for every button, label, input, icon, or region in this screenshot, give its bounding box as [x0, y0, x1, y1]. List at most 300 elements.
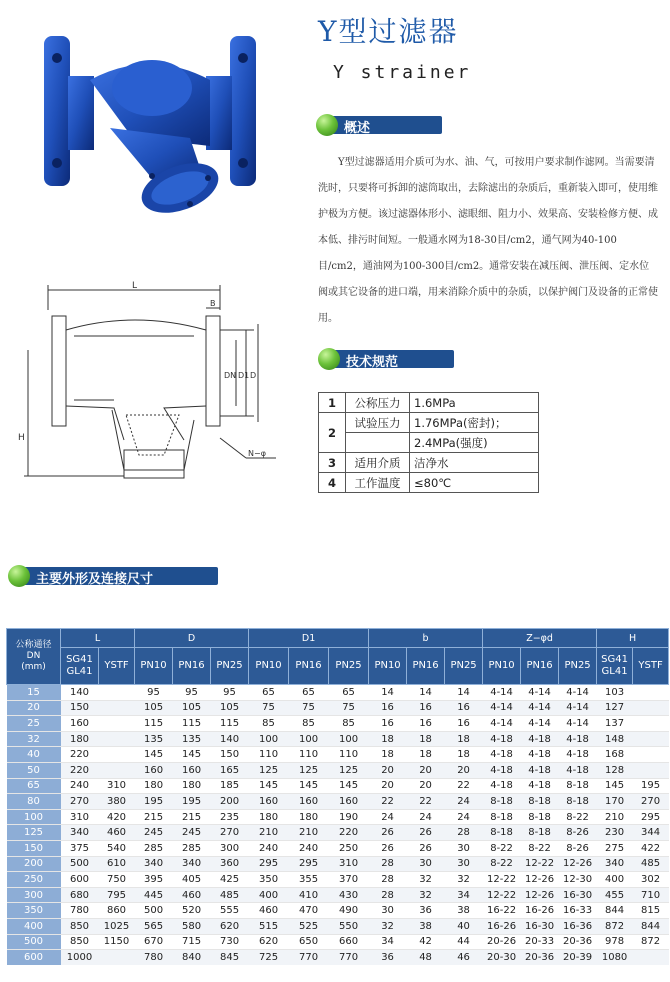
dims-heading-bar	[8, 565, 218, 585]
table-cell: 555	[211, 903, 249, 919]
table-cell: 580	[173, 918, 211, 934]
spec-row	[319, 413, 539, 433]
table-cell: 110	[329, 747, 369, 763]
table-cell: 65	[249, 685, 289, 701]
table-cell	[633, 731, 669, 747]
table-cell: 38	[445, 903, 483, 919]
table-cell: 844	[597, 903, 633, 919]
table-cell: 715	[173, 934, 211, 950]
table-cell: 730	[211, 934, 249, 950]
table-cell: 840	[173, 950, 211, 965]
table-cell: 780	[135, 950, 173, 965]
dn-cell: 350	[7, 903, 61, 919]
tech-heading: 技术规范	[346, 355, 399, 370]
table-row	[7, 731, 669, 747]
table-cell: 125	[249, 762, 289, 778]
spec-row	[319, 453, 539, 473]
dim-label-L: L	[132, 281, 138, 291]
table-cell: 360	[211, 856, 249, 872]
table-cell: 425	[211, 872, 249, 888]
spec-value: ≤80℃	[410, 473, 539, 493]
table-cell: 210	[289, 825, 329, 841]
dn-cell: 400	[7, 918, 61, 934]
table-cell: 4-14	[521, 685, 559, 701]
dn-cell: 40	[7, 747, 61, 763]
page-title: Y型过滤器	[318, 15, 459, 48]
table-cell: 872	[633, 934, 669, 950]
table-row	[7, 762, 669, 778]
table-cell: 16	[407, 716, 445, 732]
table-cell: 4-18	[559, 731, 597, 747]
table-cell: 8-22	[483, 840, 521, 856]
table-row	[7, 840, 669, 856]
table-cell	[99, 762, 135, 778]
table-row	[7, 856, 669, 872]
tech-heading-bar	[318, 348, 454, 368]
table-cell: 85	[329, 716, 369, 732]
table-cell: 8-26	[559, 840, 597, 856]
table-cell: 128	[597, 762, 633, 778]
table-cell	[99, 716, 135, 732]
spec-table	[318, 392, 539, 493]
table-cell: 20	[445, 762, 483, 778]
table-cell	[633, 685, 669, 701]
table-cell: 250	[329, 840, 369, 856]
table-cell: 405	[173, 872, 211, 888]
dim-label-D1: D1	[238, 371, 250, 380]
col-header-dn: 公称通径 DN (mm)	[7, 629, 61, 685]
table-cell: 20-36	[559, 934, 597, 950]
sub-header: PN10	[483, 648, 521, 685]
table-cell: 400	[249, 887, 289, 903]
table-cell: 20-33	[521, 934, 559, 950]
bullet-ball-icon	[316, 114, 338, 136]
table-cell: 85	[289, 716, 329, 732]
table-cell: 28	[369, 856, 407, 872]
table-cell: 18	[407, 731, 445, 747]
table-cell: 195	[135, 794, 173, 810]
table-cell: 500	[61, 856, 99, 872]
table-cell: 395	[135, 872, 173, 888]
table-cell: 4-18	[521, 778, 559, 794]
table-row	[7, 685, 669, 701]
table-cell: 4-14	[559, 700, 597, 716]
table-cell: 180	[249, 809, 289, 825]
table-cell	[633, 700, 669, 716]
table-cell	[633, 716, 669, 732]
table-cell: 195	[633, 778, 669, 794]
table-cell: 145	[249, 778, 289, 794]
table-row	[7, 872, 669, 888]
table-cell: 18	[445, 731, 483, 747]
table-cell: 20-36	[521, 950, 559, 965]
table-cell: 220	[329, 825, 369, 841]
table-cell: 85	[249, 716, 289, 732]
table-cell: 340	[135, 856, 173, 872]
sub-header: YSTF	[99, 648, 135, 685]
table-cell: 770	[289, 950, 329, 965]
dn-cell: 80	[7, 794, 61, 810]
table-cell: 815	[633, 903, 669, 919]
table-cell: 200	[211, 794, 249, 810]
table-cell	[633, 762, 669, 778]
table-cell: 127	[597, 700, 633, 716]
dn-cell: 300	[7, 887, 61, 903]
spec-value: 洁净水	[410, 453, 539, 473]
sub-header: PN16	[521, 648, 559, 685]
table-cell: 4-18	[559, 747, 597, 763]
table-cell: 34	[369, 934, 407, 950]
table-cell: 295	[289, 856, 329, 872]
table-cell: 860	[99, 903, 135, 919]
table-cell: 795	[99, 887, 135, 903]
table-cell: 18	[369, 731, 407, 747]
table-cell: 100	[329, 731, 369, 747]
table-cell: 20	[369, 762, 407, 778]
product-photo	[40, 28, 260, 228]
table-cell: 145	[289, 778, 329, 794]
table-cell: 300	[211, 840, 249, 856]
table-cell: 36	[407, 903, 445, 919]
table-cell: 422	[633, 840, 669, 856]
spec-value: 2.4MPa(强度)	[410, 433, 539, 453]
table-cell: 12-22	[483, 872, 521, 888]
table-cell: 28	[369, 872, 407, 888]
table-cell: 115	[211, 716, 249, 732]
table-cell: 490	[329, 903, 369, 919]
table-cell: 270	[211, 825, 249, 841]
table-cell: 4-14	[483, 700, 521, 716]
spec-no: 1	[319, 393, 346, 413]
table-cell: 48	[407, 950, 445, 965]
table-cell: 75	[289, 700, 329, 716]
table-cell: 565	[135, 918, 173, 934]
table-cell: 245	[173, 825, 211, 841]
table-cell: 550	[329, 918, 369, 934]
table-cell: 160	[249, 794, 289, 810]
table-row	[7, 950, 669, 965]
sub-header: PN16	[289, 648, 329, 685]
table-cell: 26	[407, 825, 445, 841]
dn-cell: 32	[7, 731, 61, 747]
dim-label-D: D	[250, 371, 257, 380]
table-cell: 4-14	[559, 716, 597, 732]
spec-no: 4	[319, 473, 346, 493]
table-cell: 525	[289, 918, 329, 934]
table-cell: 410	[289, 887, 329, 903]
table-cell: 515	[249, 918, 289, 934]
table-cell: 20-26	[483, 934, 521, 950]
table-cell: 145	[173, 747, 211, 763]
table-cell: 140	[61, 685, 99, 701]
table-cell: 16	[445, 700, 483, 716]
table-row	[7, 716, 669, 732]
bullet-ball-icon	[318, 348, 340, 370]
table-cell: 600	[61, 872, 99, 888]
table-cell: 230	[597, 825, 633, 841]
table-cell: 270	[61, 794, 99, 810]
table-cell: 135	[173, 731, 211, 747]
col-header-b: b	[369, 629, 483, 648]
dn-cell: 600	[7, 950, 61, 965]
dn-cell: 250	[7, 872, 61, 888]
spec-no: 3	[319, 453, 346, 473]
table-cell: 240	[289, 840, 329, 856]
table-cell: 8-18	[521, 825, 559, 841]
table-cell: 4-18	[483, 778, 521, 794]
table-cell: 275	[597, 840, 633, 856]
table-cell	[99, 685, 135, 701]
table-cell: 4-14	[483, 716, 521, 732]
table-cell: 270	[633, 794, 669, 810]
table-cell: 460	[249, 903, 289, 919]
table-cell: 32	[407, 887, 445, 903]
table-cell: 168	[597, 747, 633, 763]
table-cell: 20-30	[483, 950, 521, 965]
sub-header: PN25	[211, 648, 249, 685]
sub-header: YSTF	[633, 648, 669, 685]
table-cell: 610	[99, 856, 135, 872]
table-cell: 8-22	[559, 809, 597, 825]
table-cell: 4-14	[521, 716, 559, 732]
table-cell: 32	[407, 872, 445, 888]
table-cell: 210	[249, 825, 289, 841]
table-cell: 8-22	[521, 840, 559, 856]
table-cell: 20-39	[559, 950, 597, 965]
table-cell: 105	[211, 700, 249, 716]
table-cell: 22	[445, 778, 483, 794]
spec-row	[319, 433, 539, 453]
table-cell: 4-14	[483, 685, 521, 701]
table-cell: 340	[61, 825, 99, 841]
dn-cell: 20	[7, 700, 61, 716]
table-cell: 8-18	[559, 794, 597, 810]
table-cell	[99, 950, 135, 965]
table-cell: 210	[597, 809, 633, 825]
table-cell: 103	[597, 685, 633, 701]
overview-heading: 概述	[344, 121, 371, 136]
spec-key: 工作温度	[346, 473, 410, 493]
table-cell: 220	[61, 762, 99, 778]
table-cell: 16-33	[559, 903, 597, 919]
col-header-D: D	[135, 629, 249, 648]
col-header-Z: Z−φd	[483, 629, 597, 648]
dn-cell: 25	[7, 716, 61, 732]
table-cell: 16	[369, 716, 407, 732]
table-cell: 14	[369, 685, 407, 701]
sub-header: PN25	[445, 648, 483, 685]
table-cell: 160	[135, 762, 173, 778]
table-cell: 110	[289, 747, 329, 763]
table-cell: 180	[135, 778, 173, 794]
table-cell: 145	[329, 778, 369, 794]
table-cell: 460	[99, 825, 135, 841]
dim-label-B: B	[210, 299, 216, 308]
table-cell: 148	[597, 731, 633, 747]
table-cell: 115	[173, 716, 211, 732]
sub-header: SG41 GL41	[61, 648, 99, 685]
table-cell: 670	[135, 934, 173, 950]
table-cell: 160	[289, 794, 329, 810]
dn-cell: 150	[7, 840, 61, 856]
spec-value: 1.6MPa	[410, 393, 539, 413]
table-cell: 310	[329, 856, 369, 872]
dn-cell: 125	[7, 825, 61, 841]
table-cell: 26	[369, 840, 407, 856]
table-cell: 4-14	[521, 700, 559, 716]
spec-no: 2	[319, 413, 346, 453]
dn-cell: 200	[7, 856, 61, 872]
table-cell: 22	[407, 794, 445, 810]
table-cell: 30	[445, 840, 483, 856]
table-cell: 485	[633, 856, 669, 872]
table-cell: 12-30	[559, 872, 597, 888]
table-cell: 28	[445, 825, 483, 841]
table-cell: 220	[61, 747, 99, 763]
table-cell: 355	[289, 872, 329, 888]
table-cell: 125	[329, 762, 369, 778]
table-cell: 520	[173, 903, 211, 919]
table-cell: 18	[407, 747, 445, 763]
table-cell: 135	[135, 731, 173, 747]
table-cell: 235	[211, 809, 249, 825]
table-cell: 95	[211, 685, 249, 701]
spec-value: 1.76MPa(密封)；	[410, 413, 539, 433]
table-cell: 295	[633, 809, 669, 825]
table-cell: 4-18	[521, 747, 559, 763]
table-cell: 165	[211, 762, 249, 778]
table-cell: 302	[633, 872, 669, 888]
table-cell: 8-22	[483, 856, 521, 872]
table-cell: 24	[369, 809, 407, 825]
table-cell: 150	[211, 747, 249, 763]
sub-header: PN16	[173, 648, 211, 685]
table-cell: 8-18	[521, 809, 559, 825]
table-cell: 780	[61, 903, 99, 919]
table-cell: 295	[249, 856, 289, 872]
sub-header: PN25	[329, 648, 369, 685]
table-cell: 115	[135, 716, 173, 732]
table-cell: 285	[135, 840, 173, 856]
sub-header: PN16	[407, 648, 445, 685]
technical-drawing	[14, 280, 284, 498]
table-row	[7, 747, 669, 763]
overview-heading-bar	[316, 114, 442, 134]
table-cell: 1025	[99, 918, 135, 934]
table-cell: 872	[597, 918, 633, 934]
table-cell: 485	[211, 887, 249, 903]
table-cell: 195	[173, 794, 211, 810]
table-cell: 12-26	[521, 887, 559, 903]
table-cell: 710	[633, 887, 669, 903]
table-cell: 4-18	[483, 747, 521, 763]
table-cell: 420	[99, 809, 135, 825]
sub-header: PN25	[559, 648, 597, 685]
table-cell: 160	[173, 762, 211, 778]
table-cell: 620	[249, 934, 289, 950]
dim-label-N-phi: N−φ	[248, 449, 266, 458]
table-row	[7, 934, 669, 950]
table-row	[7, 794, 669, 810]
spec-key: 试验压力	[346, 413, 410, 433]
table-cell	[99, 731, 135, 747]
table-cell: 380	[99, 794, 135, 810]
table-cell: 12-22	[521, 856, 559, 872]
col-header-H: H	[597, 629, 669, 648]
table-cell: 4-18	[559, 762, 597, 778]
table-cell: 65	[289, 685, 329, 701]
table-cell: 20	[369, 778, 407, 794]
table-cell: 24	[445, 794, 483, 810]
table-cell: 1080	[597, 950, 633, 965]
table-cell: 978	[597, 934, 633, 950]
table-cell: 180	[173, 778, 211, 794]
table-cell: 34	[445, 887, 483, 903]
dn-cell: 500	[7, 934, 61, 950]
table-cell: 16	[407, 700, 445, 716]
table-cell: 12-26	[521, 872, 559, 888]
table-cell: 660	[329, 934, 369, 950]
table-cell	[633, 950, 669, 965]
sub-header: PN10	[135, 648, 173, 685]
sub-header: SG41 GL41	[597, 648, 633, 685]
table-cell: 14	[445, 685, 483, 701]
table-cell: 137	[597, 716, 633, 732]
table-cell: 4-18	[483, 731, 521, 747]
table-cell	[633, 747, 669, 763]
table-cell: 180	[61, 731, 99, 747]
table-cell: 240	[249, 840, 289, 856]
table-cell: 1000	[61, 950, 99, 965]
overview-text: Y型过滤器适用介质可为水、油、气，可按用户要求制作滤网。当需要清洗时，只要将可拆卸的滤筒取出，去除滤出的杂质后，重新装入即可，使用维护极为方便。该过滤器体形小、滤眼细、阻力小、效果高、安装检修方便、成本低、排污时间短。一般通水网为18-30目/cm2，通气网为40-100目/cm2，通油网为100-300目/cm2。通常安装在减压阀、泄压阀、定水位阀或其它设备的进口端，用来消除介质中的杂质，以保护阀门及设备的正常使用。	[318, 157, 658, 324]
table-cell: 460	[173, 887, 211, 903]
table-cell: 16-30	[521, 918, 559, 934]
spec-key: 适用介质	[346, 453, 410, 473]
dim-label-H: H	[18, 433, 25, 443]
sub-header: PN10	[369, 648, 407, 685]
table-cell: 285	[173, 840, 211, 856]
table-cell	[99, 700, 135, 716]
table-cell: 190	[329, 809, 369, 825]
table-cell: 16-36	[559, 918, 597, 934]
table-cell: 22	[369, 794, 407, 810]
dn-cell: 65	[7, 778, 61, 794]
table-cell: 12-22	[483, 887, 521, 903]
table-row	[7, 887, 669, 903]
table-cell: 725	[249, 950, 289, 965]
table-cell: 340	[597, 856, 633, 872]
table-cell: 370	[329, 872, 369, 888]
table-cell: 16-26	[483, 918, 521, 934]
table-cell: 24	[445, 809, 483, 825]
table-cell: 12-26	[559, 856, 597, 872]
table-cell: 4-18	[521, 762, 559, 778]
table-cell: 20	[407, 778, 445, 794]
table-cell: 125	[289, 762, 329, 778]
table-cell: 65	[329, 685, 369, 701]
table-cell: 24	[407, 809, 445, 825]
table-cell: 150	[61, 700, 99, 716]
table-cell: 430	[329, 887, 369, 903]
table-cell: 20	[407, 762, 445, 778]
table-row	[7, 825, 669, 841]
table-cell: 140	[211, 731, 249, 747]
table-cell: 185	[211, 778, 249, 794]
table-cell: 16-22	[483, 903, 521, 919]
table-cell: 75	[329, 700, 369, 716]
spec-key: 公称压力	[346, 393, 410, 413]
table-cell: 850	[61, 934, 99, 950]
